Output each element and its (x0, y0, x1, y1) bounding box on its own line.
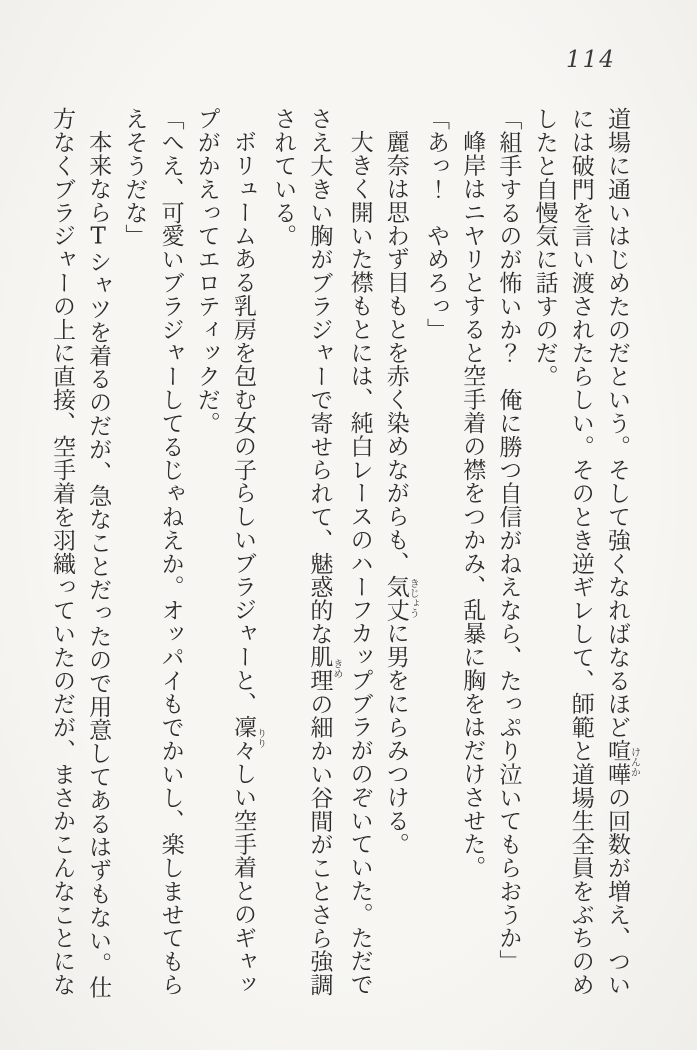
text-column-3: したと自慢気に話すのだ。 (531, 107, 558, 388)
text-column-13: 「へえ、可愛いブラジャーしてるじゃねえか。オッパイもでかいし、楽しませてもら (157, 107, 184, 997)
text-column-10: されている。 (270, 107, 297, 248)
furigana-term: 喧嘩けんか (604, 738, 640, 786)
text-column-7: 麗奈は思わず目もとを赤く染めながらも、気丈きじょうに男をにらみつける。 (382, 130, 419, 856)
text-column-14: えそうだな」 (121, 107, 148, 248)
furigana-term: 気丈きじょう (382, 574, 419, 622)
text-column-11: ボリュームある乳房を包む女の子らしいブラジャーと、凜々りりしい空手着とのギャッ (229, 130, 266, 996)
text-column-2: には破門を言い渡されたらしい。そのとき逆ギレして、師範と道場生全員をぶちのめ (567, 107, 594, 997)
text-column-8: 大きく開いた襟もとには、純白レースのハーフカップブラがのぞいていた。ただで (346, 130, 373, 996)
text-column-16: 方なくブラジャーの上に直接、空手着を羽織っていたのだが、まさかこんなことにな (48, 107, 75, 997)
text-column-6: 「あっ！ やめろっ」 (422, 107, 449, 341)
text-column-4: 「組手するのが怖いか？ 俺に勝つ自信がねえなら、たっぷり泣いてもらおうか」 (495, 107, 522, 973)
furigana-term: 肌理きめ (306, 645, 342, 693)
text-column-15: 本来ならTシャツを着るのだが、急なことだったので用意してあるはずもない。仕 (85, 130, 112, 999)
page-number: 114 (566, 47, 616, 73)
text-column-9: さえ大きい胸がブラジャーで寄せられて、魅惑的な肌理きめの細かい谷間がことさら強調 (306, 107, 342, 997)
furigana-term: 凜々りり (229, 715, 266, 762)
text-column-1: 道場に通いはじめたのだという。そして強くなればなるほど喧嘩けんかの回数が増え、つい (604, 107, 640, 997)
text-column-5: 峰岸はニヤリとすると空手着の襟をつかみ、乱暴に胸をはだけさせた。 (459, 130, 486, 879)
vertical-text-block (44, 107, 639, 1012)
text-column-12: プがかえってエロティックだ。 (193, 107, 220, 435)
